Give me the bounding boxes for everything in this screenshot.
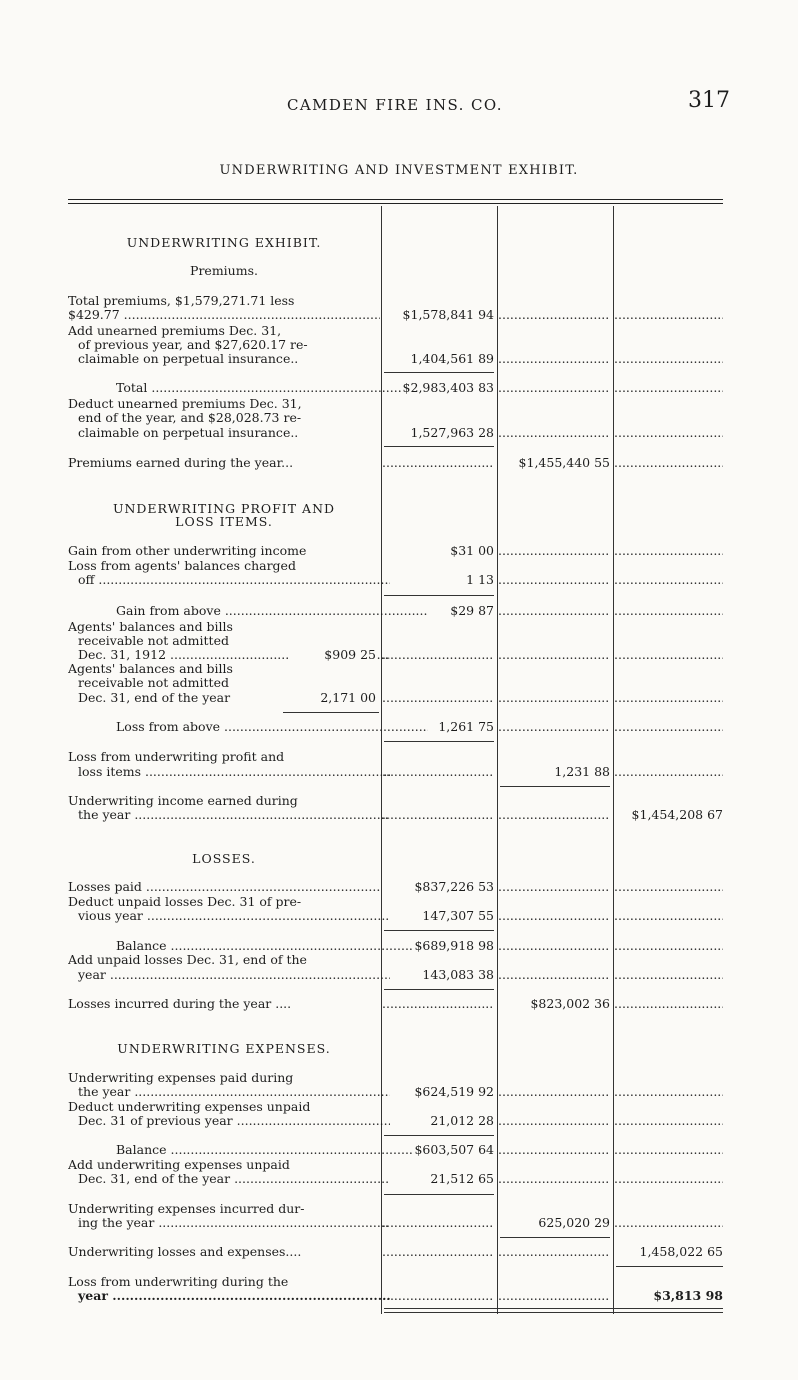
row-label: Balance ..... — [68, 1143, 428, 1157]
sum-rule — [616, 1266, 723, 1267]
row-label: Agents' balances and bills — [68, 620, 233, 634]
row-label: Underwriting expenses incurred dur- — [68, 1202, 305, 1216]
amount: 21,012 28 — [430, 1114, 494, 1128]
dot-leader — [382, 1245, 494, 1259]
row-label: $429.77 ..... — [68, 308, 380, 322]
amount: 1 13 — [466, 573, 494, 587]
dot-leader — [382, 765, 494, 779]
sub-premiums: Premiums. — [190, 264, 258, 278]
dot-leader — [498, 1289, 610, 1303]
dot-leader — [614, 997, 723, 1011]
row-label: Gain from other underwriting income — [68, 544, 307, 558]
dot-leader — [614, 381, 723, 395]
dot-leader — [498, 648, 610, 662]
amount: $29 87 — [450, 604, 494, 618]
inline-amount: $909 25 — [288, 648, 376, 662]
amount: 1,231 88 — [554, 765, 610, 779]
row-label: year ..... — [68, 968, 390, 982]
section-profit-sub: LOSS ITEMS. — [175, 515, 273, 529]
row-label: Underwriting losses and expenses.... — [68, 1245, 302, 1259]
row-label: Dec. 31 of previous year ..... — [68, 1114, 390, 1128]
dot-leader — [614, 1114, 723, 1128]
dot-leader — [498, 691, 610, 705]
section-underwriting: UNDERWRITING EXHIBIT. — [126, 236, 322, 250]
amount: $3,813 98 — [653, 1289, 723, 1303]
row-label: Deduct unearned premiums Dec. 31, — [68, 397, 302, 411]
row-label: ing the year ..... — [68, 1216, 390, 1230]
amount: $603,507 64 — [414, 1143, 494, 1157]
dot-leader — [614, 1172, 723, 1186]
dot-leader — [614, 308, 723, 322]
dot-leader — [498, 352, 610, 366]
dot-leader — [498, 909, 610, 923]
sum-rule — [384, 1135, 494, 1136]
sum-rule — [384, 989, 494, 990]
dot-leader — [614, 352, 723, 366]
dot-leader — [498, 604, 610, 618]
row-label: Loss from underwriting profit and — [68, 750, 285, 764]
sum-rule — [384, 595, 494, 596]
row-label: receivable not admitted — [78, 634, 229, 648]
row-label: Add underwriting expenses unpaid — [68, 1158, 290, 1172]
amount: $689,918 98 — [414, 939, 494, 953]
dot-leader — [614, 456, 723, 470]
row-label: the year ..... — [68, 1085, 390, 1099]
dot-leader — [614, 880, 723, 894]
section-profit: UNDERWRITING PROFIT AND — [112, 502, 336, 516]
dot-leader — [614, 720, 723, 734]
bottom-rule — [384, 1308, 723, 1309]
row-label: Deduct underwriting expenses unpaid — [68, 1100, 311, 1114]
row-label: end of the year, and $28,028.73 re- — [78, 411, 302, 425]
dot-leader — [614, 648, 723, 662]
dot-leader — [498, 1143, 610, 1157]
amount: 625,020 29 — [538, 1216, 610, 1230]
dot-leader — [382, 997, 494, 1011]
dot-leader — [614, 604, 723, 618]
row-label: Dec. 31, 1912 ..... — [68, 648, 390, 662]
dot-leader — [614, 765, 723, 779]
sum-rule — [500, 786, 610, 787]
page-header — [0, 88, 798, 122]
dot-leader — [498, 720, 610, 734]
dot-leader — [614, 691, 723, 705]
dot-leader — [614, 909, 723, 923]
row-label: Deduct unpaid losses Dec. 31 of pre- — [68, 895, 302, 909]
row-label: Agents' balances and bills — [68, 662, 233, 676]
bottom-rule-inner — [384, 1312, 723, 1313]
row-label: Add unpaid losses Dec. 31, end of the — [68, 953, 307, 967]
dot-leader — [382, 1216, 494, 1230]
dot-leader — [382, 808, 494, 822]
dot-leader — [498, 808, 610, 822]
row-label: Gain from above ..... — [68, 604, 428, 618]
amount: 1,527,963 28 — [410, 426, 494, 440]
sum-rule — [384, 446, 494, 447]
dot-leader — [498, 381, 610, 395]
row-label: Underwriting expenses paid during — [68, 1071, 294, 1085]
dot-leader — [614, 939, 723, 953]
running-title: CAMDEN FIRE INS. CO. — [287, 96, 503, 114]
row-label: year ..... — [68, 1289, 390, 1303]
dot-leader — [614, 1216, 723, 1230]
sum-rule — [384, 741, 494, 742]
dot-leader — [498, 880, 610, 894]
dot-leader — [498, 1085, 610, 1099]
dot-leader — [498, 1245, 610, 1259]
section-expenses: UNDERWRITING EXPENSES. — [117, 1042, 331, 1056]
amount: 147,307 55 — [422, 909, 494, 923]
row-label: Balance ..... — [68, 939, 428, 953]
amount: $1,454,208 67 — [631, 808, 723, 822]
row-label: Loss from underwriting during the — [68, 1275, 289, 1289]
dot-leader — [498, 968, 610, 982]
row-label: Losses incurred during the year .... — [68, 997, 292, 1011]
row-label: Loss from above ..... — [68, 720, 428, 734]
row-label: off ..... — [68, 573, 390, 587]
page-number: 317 — [688, 88, 730, 113]
inline-amount: 2,171 00 — [288, 691, 376, 705]
row-label: Losses paid ..... — [68, 880, 380, 894]
sum-rule — [283, 712, 379, 713]
amount: $823,002 36 — [530, 997, 610, 1011]
sum-rule — [384, 372, 494, 373]
top-rule-inner — [68, 203, 723, 204]
row-label: Dec. 31, end of the year ..... — [68, 1172, 390, 1186]
row-label: loss items ..... — [68, 765, 390, 779]
dot-leader — [498, 573, 610, 587]
row-label: claimable on perpetual insurance.. — [78, 426, 299, 440]
dot-leader — [382, 456, 494, 470]
sum-rule — [500, 1237, 610, 1238]
amount: 1,458,022 65 — [639, 1245, 723, 1259]
row-label: Total ..... — [68, 381, 428, 395]
dot-leader — [498, 1114, 610, 1128]
amount: 21,512 65 — [430, 1172, 494, 1186]
amount: $31 00 — [450, 544, 494, 558]
sub-losses: LOSSES. — [192, 852, 256, 866]
top-rule — [68, 199, 723, 200]
row-label: Loss from agents' balances charged — [68, 559, 296, 573]
row-label: Dec. 31, end of the year — [78, 691, 231, 705]
amount: $1,578,841 94 — [402, 308, 494, 322]
amount: 1,261 75 — [438, 720, 494, 734]
dot-leader — [614, 968, 723, 982]
dot-leader — [614, 426, 723, 440]
amount: $837,226 53 — [414, 880, 494, 894]
dot-leader — [498, 308, 610, 322]
row-label: receivable not admitted — [78, 676, 229, 690]
amount: $2,983,403 83 — [402, 381, 494, 395]
amount: 1,404,561 89 — [410, 352, 494, 366]
row-label: the year ..... — [68, 808, 390, 822]
dot-leader — [498, 426, 610, 440]
exhibit-title: UNDERWRITING AND INVESTMENT EXHIBIT. — [219, 163, 579, 178]
dot-leader — [614, 544, 723, 558]
row-label: Total premiums, $1,579,271.71 less — [68, 294, 295, 308]
row-label: Add unearned premiums Dec. 31, — [68, 324, 282, 338]
row-label: vious year ..... — [68, 909, 390, 923]
dot-leader — [614, 573, 723, 587]
row-label: Premiums earned during the year... — [68, 456, 294, 470]
row-label: of previous year, and $27,620.17 re- — [78, 338, 308, 352]
dot-leader — [382, 648, 494, 662]
amount: 143,083 38 — [422, 968, 494, 982]
dot-leader — [382, 691, 494, 705]
row-label: claimable on perpetual insurance.. — [78, 352, 299, 366]
dot-leader — [498, 544, 610, 558]
row-label: Underwriting income earned during — [68, 794, 298, 808]
amount: $624,519 92 — [414, 1085, 494, 1099]
dot-leader — [382, 1289, 494, 1303]
dot-leader — [498, 1172, 610, 1186]
amount: $1,455,440 55 — [518, 456, 610, 470]
dot-leader — [498, 939, 610, 953]
dot-leader — [614, 1143, 723, 1157]
dot-leader — [614, 1085, 723, 1099]
sum-rule — [384, 930, 494, 931]
sum-rule — [384, 1194, 494, 1195]
